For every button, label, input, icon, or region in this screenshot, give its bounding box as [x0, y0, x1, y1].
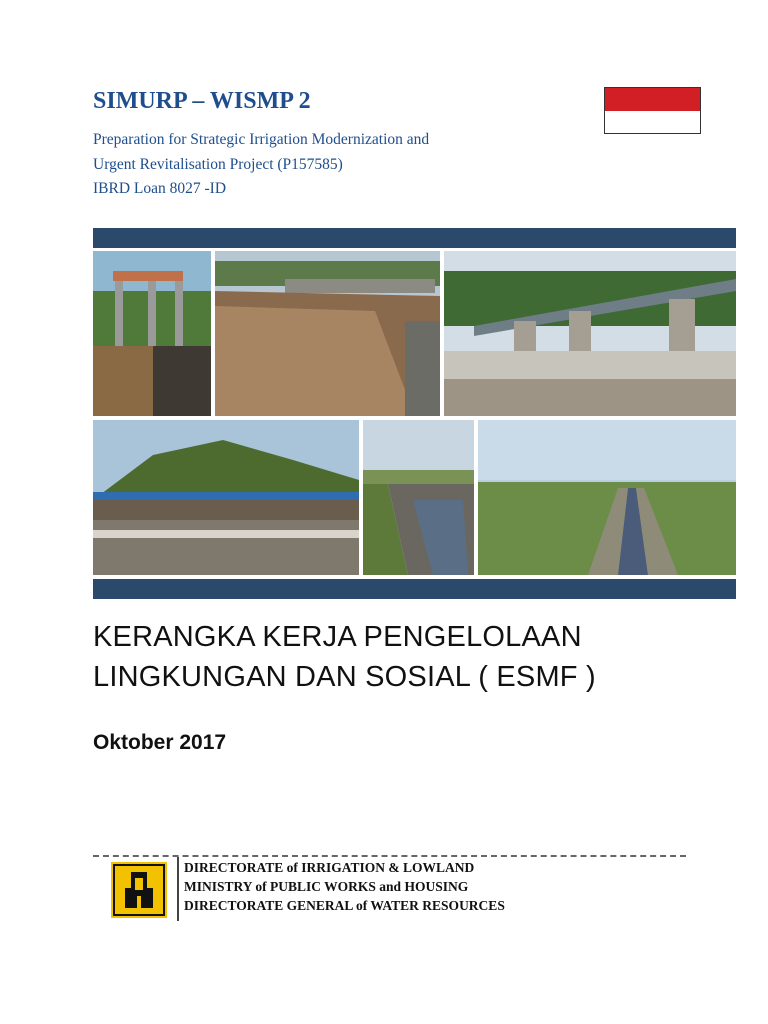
loan-number: IBRD Loan 8027 -ID: [93, 180, 227, 197]
document-title: [93, 617, 596, 697]
subtitle-line-1: Preparation for Strategic Irrigation Modernization and: [93, 131, 430, 148]
ministry-logo-icon: [111, 862, 167, 918]
footer-divider: [93, 855, 686, 857]
subtitle-line-2: Urgent Revitalisation Project (P157585): [93, 156, 343, 173]
org-line-3: DIRECTORATE GENERAL of WATER RESOURCES: [184, 898, 505, 913]
photo-flood-spillway: [215, 251, 440, 416]
title-line-1: KERANGKA KERJA PENGELOLAAN: [93, 621, 582, 653]
photo-long-canal: [478, 420, 736, 575]
flag-red-stripe: [605, 88, 700, 111]
bottom-band: [93, 579, 736, 599]
publication-date: Oktober 2017: [93, 731, 227, 754]
flag-white-stripe: [605, 111, 700, 134]
org-line-1: DIRECTORATE of IRRIGATION & LOWLAND: [184, 860, 475, 875]
org-line-2: MINISTRY of PUBLIC WORKS and HOUSING: [184, 879, 469, 894]
footer-vertical-rule: [177, 857, 179, 921]
photo-hill-dam: [93, 420, 359, 575]
title-line-2: LINGKUNGAN DAN SOSIAL ( ESMF ): [93, 661, 596, 693]
photo-dam-bridge: [444, 251, 736, 416]
project-title: SIMURP – WISMP 2: [93, 88, 311, 114]
top-band: [93, 228, 736, 248]
photo-weir-gate: [93, 251, 211, 416]
photo-small-canal: [363, 420, 474, 575]
indonesia-flag-icon: [604, 87, 701, 134]
